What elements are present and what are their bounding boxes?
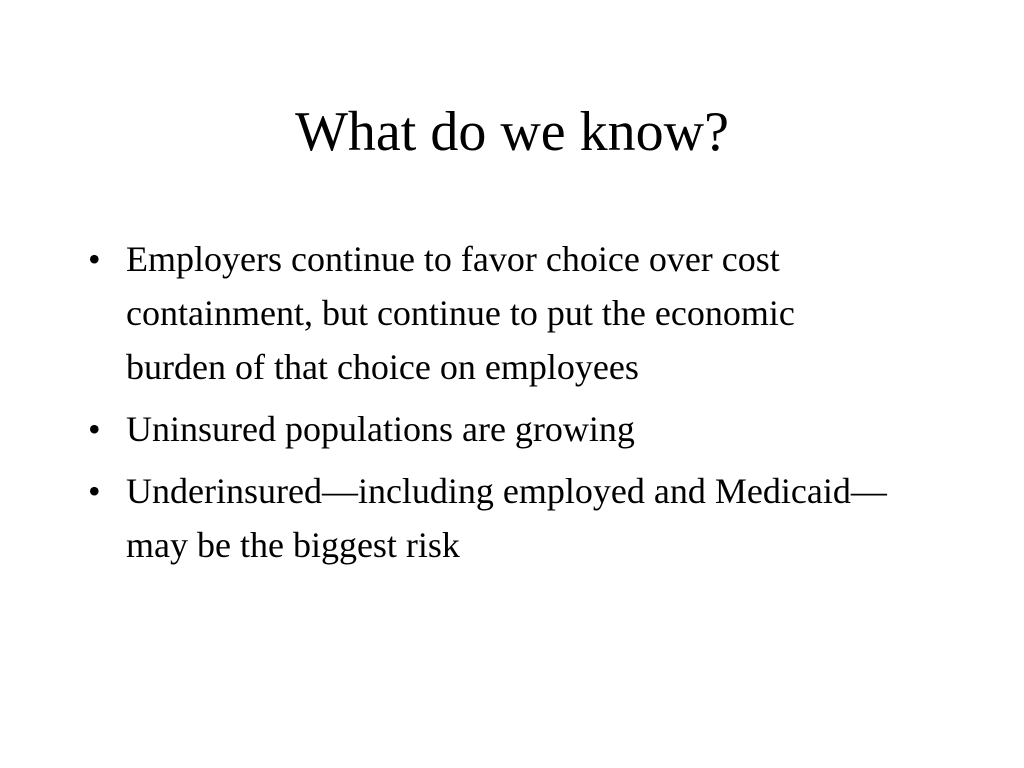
bullet-text: Underinsured—including employed and Medicaid—may be the biggest risk xyxy=(126,471,887,565)
bullet-icon: • xyxy=(88,409,101,449)
bullet-text: Employers continue to favor choice over cost containment, but continue to put the economic burden of that choice on employees xyxy=(126,239,795,387)
bullet-text: Uninsured populations are growing xyxy=(126,409,635,449)
bullet-list xyxy=(88,232,888,580)
bullet-icon: • xyxy=(88,239,101,279)
bullet-icon: • xyxy=(88,471,101,511)
bullet-item xyxy=(88,402,888,456)
bullet-item xyxy=(88,464,888,572)
slide-title: What do we know? xyxy=(295,101,729,163)
bullet-item xyxy=(88,232,888,394)
